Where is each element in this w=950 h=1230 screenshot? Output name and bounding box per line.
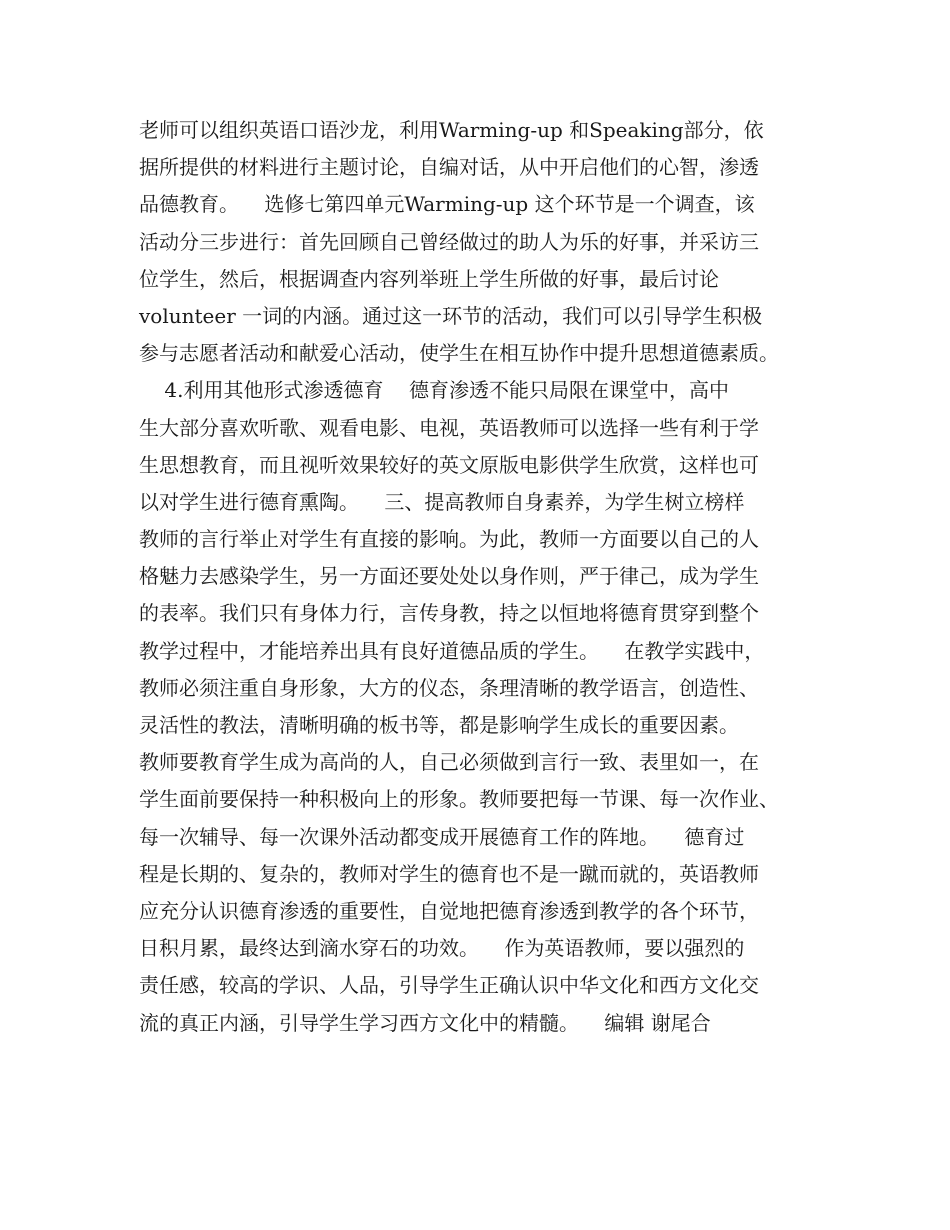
text-line: 据所提供的材料进行主题讨论，自编对话，从中开启他们的心智，渗透 [139, 155, 759, 180]
text-line: 每一次辅导、每一次课外活动都变成开展德育工作的阵地。 德育过 [139, 824, 745, 849]
text-line: 日积月累，最终达到滴水穿石的功效。 作为英语教师，要以强烈的 [139, 936, 745, 961]
text-line: 应充分认识德育渗透的重要性，自觉地把德育渗透到教学的各个环节， [139, 898, 759, 923]
text-line: 位学生，然后，根据调查内容列举班上学生所做的好事，最后讨论 [139, 266, 719, 291]
text-line: 教师要教育学生成为高尚的人，自己必须做到言行一致、表里如一，在 [139, 750, 759, 775]
text-line: 活动分三步进行：首先回顾自己曾经做过的助人为乐的好事，并采访三 [139, 229, 759, 254]
text-line: 4.利用其他形式渗透德育 德育渗透不能只局限在课堂中，高中 [139, 378, 729, 403]
text-line: 生思想教育，而且视听效果较好的英文原版电影供学生欣赏，这样也可 [139, 452, 759, 477]
text-line: 灵活性的教法，清晰明确的板书等，都是影响学生成长的重要因素。 [139, 713, 739, 737]
text-line: 教学过程中，才能培养出具有良好道德品质的学生。 在教学实践中， [139, 638, 765, 663]
text-line: 生大部分喜欢听歌、观看电影、电视，英语教师可以选择一些有利于学 [139, 415, 759, 440]
text-line: 教师必须注重自身形象，大方的仪态，条理清晰的教学语言，创造性、 [139, 675, 759, 700]
text-line: 程是长期的、复杂的，教师对学生的德育也不是一蹴而就的，英语教师 [139, 861, 759, 886]
text-line: 以对学生进行德育熏陶。 三、提高教师自身素养，为学生树立榜样 [139, 489, 745, 514]
text-line: 流的真正内涵，引导学生学习西方文化中的精髓。 编辑 谢尾合 [139, 1010, 711, 1035]
text-line: 教师的言行举止对学生有直接的影响。为此，教师一方面要以自己的人 [139, 527, 759, 552]
text-line: 品德教育。 选修七第四单元Warming-up 这个环节是一个调查，该 [139, 192, 755, 217]
text-line: 的表率。我们只有身体力行，言传身教，持之以恒地将德育贯穿到整个 [139, 601, 759, 626]
text-line: 格魅力去感染学生，另一方面还要处处以身作则，严于律己，成为学生 [139, 564, 759, 589]
text-line: 老师可以组织英语口语沙龙，利用Warming-up 和Speaking部分，依 [139, 118, 764, 142]
text-line: 责任感，较高的学识、人品，引导学生正确认识中华文化和西方文化交 [139, 973, 759, 998]
text-line: 参与志愿者活动和献爱心活动，使学生在相互协作中提升思想道德素质。 [139, 341, 779, 366]
body-text [139, 112, 829, 1042]
text-line: volunteer 一词的内涵。通过这一环节的活动，我们可以引导学生积极 [139, 303, 763, 328]
text-line: 学生面前要保持一种积极向上的形象。教师要把每一节课、每一次作业、 [139, 787, 779, 812]
